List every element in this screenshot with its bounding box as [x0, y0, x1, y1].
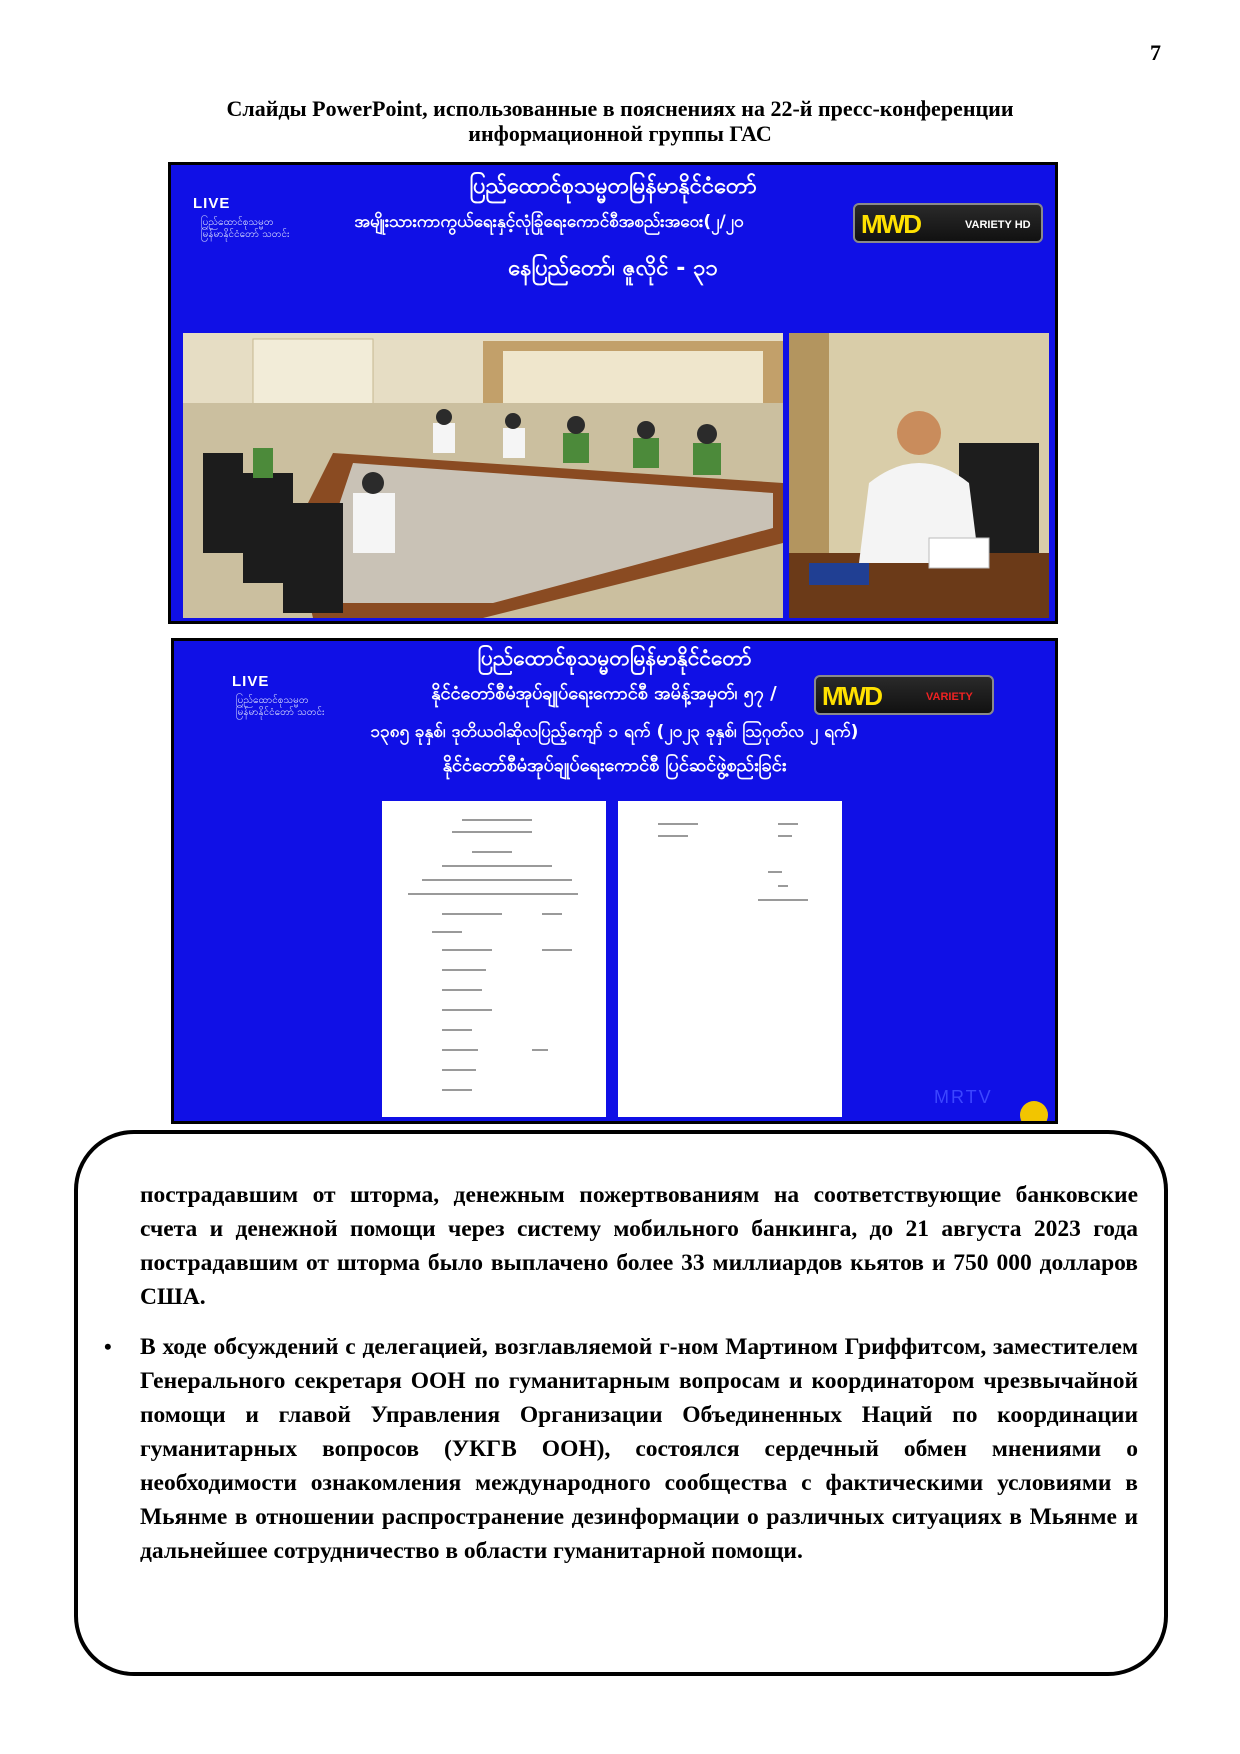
slide1-caption-line1: ပြည်ထောင်စုသမ္မတမြန်မာနိုင်ငံတော် [469, 174, 757, 199]
channel-logo [814, 675, 994, 715]
corner-badge-icon [1020, 1101, 1048, 1124]
slide2-caption-line2: နိုင်ငံတော်စီမံအုပ်ချုပ်ရေးကောင်စီ အမိန့်အမှတ်၊ ၅၇ / [431, 683, 777, 704]
logo-mark: MWD [822, 681, 881, 711]
slide1-live-label: LIVE [193, 195, 231, 212]
speaker-photo [789, 333, 1049, 618]
meeting-room-photo [183, 333, 783, 618]
slide1-channel-label: ပြည်ထောင်စုသမ္မတမြန်မာနိုင်ငံတော် သတင်း [201, 217, 290, 240]
slide2-caption-line1: ပြည်ထောင်စုသမ္မတမြန်မာနိုင်ငံတော် [477, 646, 752, 670]
slide2-live-label: LIVE [232, 673, 270, 690]
slide-order-document [171, 638, 1058, 1124]
slide2-caption-line4: နိုင်ငံတော်စီမံအုပ်ချုပ်ရေးကောင်စီ ပြင်ဆင်ဖွဲ့စည်းခြင်း [442, 755, 787, 776]
header-title-line1: Слайды PowerPoint, использованные в пояснениях на 22-й пресс-конференции [226, 96, 1014, 121]
document-page-2 [618, 801, 842, 1117]
slide1-caption-line3: နေပြည်တော်၊ ဇူလိုင် - ၃၁ [508, 256, 718, 281]
slide1-caption-line2: အမျိုးသားကာကွယ်ရေးနှင့်လုံခြုံရေးကောင်စီအစည်းအဝေး(၂/၂၀ [354, 212, 744, 232]
speaker-illustration [789, 333, 1049, 618]
channel-logo [853, 203, 1043, 243]
logo-subtitle: VARIETY HD [965, 219, 1031, 231]
page-header [100, 96, 1140, 146]
logo-mark: MWD [861, 209, 920, 239]
slide2-caption-line3: ၁၃၈၅ ခုနှစ်၊ ဒုတိယဝါဆိုလပြည့်ကျော် ၁ ရက် (၂၀၂၃ ခုနှစ်၊ ဩဂုတ်လ ၂ ရက်) [370, 722, 859, 742]
header-title-line2: информационной группы ГАС [468, 121, 772, 146]
paragraph-un-delegation: В ходе обсуждений с делегацией, возглавляемой г-ном Мартином Гриффитсом, заместителем Генерального секретаря ООН по гуманитарным вопросам и координатором чрезвычайной помощи и главой Управления Организации Объединенных Наций по координации гуманитарных вопросов (УКГВ ООН), состоялся сердечный обмен мнениями о необходимости ознакомления международного сообщества с фактическими условиями в Мьянме в отношении распространение дезинформации о различных ситуациях в Мьянме и дальнейшее сотрудничество в области гуманитарной помощи. [140, 1334, 1138, 1564]
slide2-watermark: MRTV [934, 1087, 993, 1107]
slide-meeting-photo [168, 162, 1058, 624]
paragraph-storm-aid: пострадавшим от шторма, денежным пожертвованиям на соответствующие банковские счета и денежной помощи через систему мобильного банкинга, до 21 августа 2023 года пострадавшим от шторма было выплачено более 33 миллиардов кьятов и 750 000 долларов США. [140, 1182, 1138, 1310]
slide2-channel-label: ပြည်ထောင်စုသမ္မတမြန်မာနိုင်ငံတော် သတင်း [236, 695, 325, 718]
bullet-icon: • [104, 1334, 112, 1359]
meeting-room-illustration [183, 333, 783, 618]
logo-subtitle: VARIETY [926, 691, 973, 703]
document-page-1 [382, 801, 606, 1117]
page-number: 7 [1150, 40, 1161, 65]
